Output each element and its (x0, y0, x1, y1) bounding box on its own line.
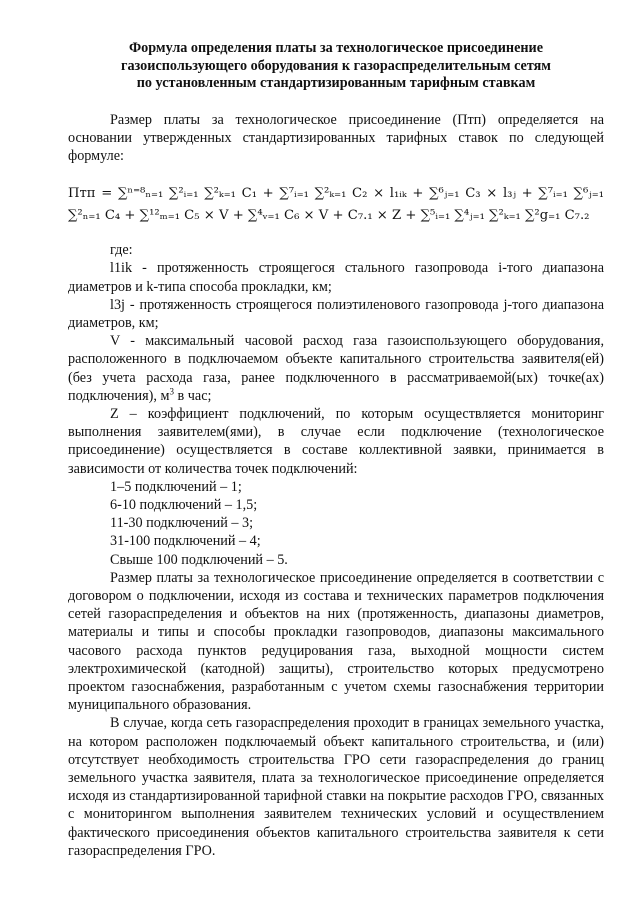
definition-l1ik: l1ik - протяженность строящегося стального газопровода i-того диапазона диаметров и k-типа способа прокладки, км; (68, 260, 604, 295)
title-line-2: газоиспользующего оборудования к газораспределительным сетям (121, 57, 551, 74)
where-label: где: (110, 242, 133, 259)
fee-size-paragraph: Размер платы за технологическое присоединение определяется в соответствии с договором о подключении, исходя из состава и технических параметров подключения сетей газораспределения и объектов на них (протяженность, диапазоны диаметров, материалы и типы и способы прокладки газопроводов, диапазоны максимального часового расхода пунктов редуцирования газа, выходной мощности систем электрохимической (катодной) защиты), строительство которых предусмотрено проектом газоснабжения, разработанным с учетом схемы газоснабжения территории муниципального образования. (68, 569, 604, 714)
z-values-list (68, 478, 604, 569)
document-page (68, 40, 604, 860)
intro-paragraph: Размер платы за технологическое присоединение (Птп) определяется на основании утвержденных стандартизированных тарифных ставок по следующей формуле: (68, 111, 604, 164)
definition-v-text: V - максимальный часовой расход газа газоиспользующего оборудования, расположенного в подключаемом объекте капитального строительства заявителя(ей) (без учета расхода газа, ранее подключенного в рассматриваемой(ых) точке(ах) подключения), м (68, 333, 604, 404)
z-value-item: 31-100 подключений – 4; (110, 533, 261, 550)
z-value-item: 6-10 подключений – 1,5; (110, 496, 258, 513)
z-value-item: 11-30 подключений – 3; (110, 515, 254, 532)
definition-l3j: l3j - протяженность строящегося полиэтиленового газопровода j-того диапазона диаметров, км; (68, 296, 604, 331)
document-title (68, 40, 604, 93)
definition-v-tail: в час; (173, 387, 212, 404)
title-line-1: Формула определения платы за технологическое присоединение (128, 40, 544, 56)
definition-v-superscript: 3 (169, 386, 174, 396)
z-value-item: 1–5 подключений – 1; (110, 478, 242, 495)
title-line-3: по установленным стандартизированным тарифным ставкам (136, 75, 536, 91)
definition-v (68, 332, 604, 405)
gro-paragraph: В случае, когда сеть газораспределения проходит в границах земельного участка, на котором расположен подключаемый объект капитального строительства, и (или) отсутствует необходимость строительства ГРО сети газораспределения до границ земельного участка заявителя, плата за технологическое присоединение определяется исходя из стандартизированной тарифной ставки на покрытие расходов ГРО, связанных с мониторингом выполнения заявителем технических условий и осуществлением фактического присоединения объектов капитального строительства заявителя к сети газораспределения ГРО. (68, 715, 604, 859)
fee-formula: Птп = ∑ⁿ⁼⁸ₙ₌₁ ∑²ᵢ₌₁ ∑²ₖ₌₁ C₁ + ∑⁷ᵢ₌₁ ∑²ₖ₌₁ C₂ × l₁ᵢₖ + ∑⁶ⱼ₌₁ C₃ × l₃ⱼ + ∑⁷ᵢ₌₁ ∑⁶ⱼ₌₁ ∑²ₙ₌₁ C₄ + ∑¹²ₘ₌₁ C₅ × V + ∑⁴ᵥ₌₁ C₆ × V + C₇.₁ × Z + ∑⁵ᵢ₌₁ ∑⁴ⱼ₌₁ ∑²ₖ₌₁ ∑²g₌₁ C₇.₂ (68, 186, 604, 224)
z-value-item: Свыше 100 подключений – 5. (110, 551, 288, 568)
definition-z: Z – коэффициент подключений, по которым осуществляется мониторинг выполнения заявителем(ями), в случае если подключение (технологическое присоединение) осуществляется в составе коллективной заявки, принимается в зависимости от количества точек подключений: (68, 405, 604, 477)
